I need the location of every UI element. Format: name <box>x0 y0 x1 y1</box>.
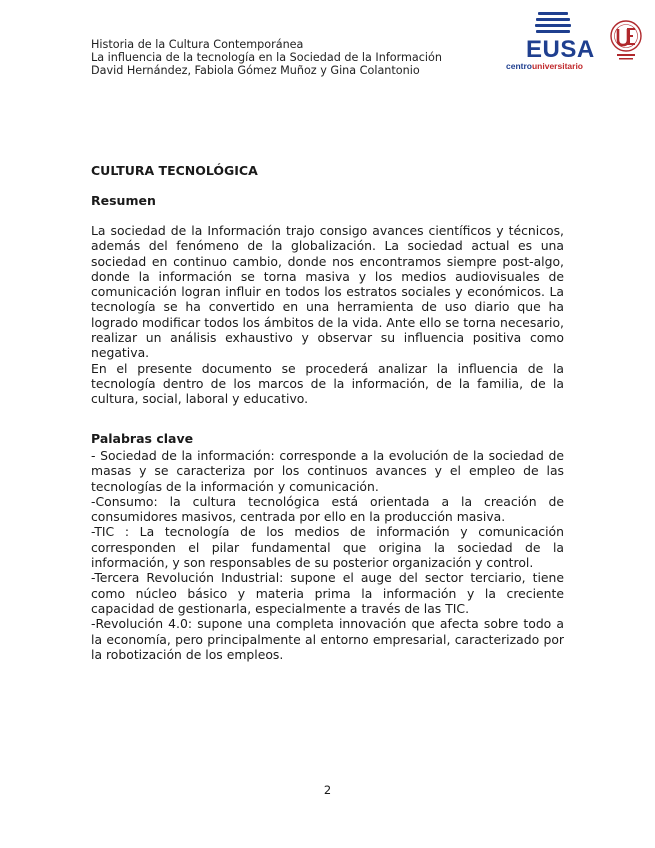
header-logos <box>500 8 650 78</box>
page-number: 2 <box>323 783 332 797</box>
summary-heading: Resumen <box>91 193 156 208</box>
keyword-item: -Revolución 4.0: supone una completa innovación que afecta sobre todo a la economía, pero principalmente al entorno empresarial, caracterizado por la robotización de los empleos. <box>91 616 564 662</box>
eusa-logo-subtitle: centrouniversitario <box>506 61 584 71</box>
header-topic: La influencia de la tecnología en la Sociedad de la Información <box>91 51 442 64</box>
keyword-item: -Consumo: la cultura tecnológica está orientada a la creación de consumidores masivos, centrada por ello en la producción masiva. <box>91 493 564 525</box>
summary-paragraph: La sociedad de la Información trajo consigo avances científicos y técnicos, además del fenómeno de la globalización. La sociedad actual es una sociedad en continuo cambio, donde nos encontramos siempre post-algo, donde la información se torna masiva y los medios audiovisuales de comunicación logran influir en todos los estratos sociales y económicos. La tecnología se ha convertido en una herramienta de uso diario que ha logrado modificar todos los ámbitos de la vida. Ante ello se torna necesario, realizar un análisis exhaustivo y observar su influencia positiva como negativa. <box>91 223 564 361</box>
summary-body <box>91 223 564 407</box>
keyword-item: -Tercera Revolución Industrial: supone el auge del sector terciario, tiene como núcleo básico y materia prima la información y la creciente capacidad de gestionarla, especialmente a través de las TIC. <box>91 570 564 616</box>
keywords-heading: Palabras clave <box>91 431 194 446</box>
document-title: CULTURA TECNOLÓGICA <box>91 163 258 178</box>
university-seal-icon <box>608 18 644 62</box>
keyword-item: -TIC : La tecnología de los medios de información y comunicación corresponden el pilar fundamental que origina la sociedad de la información, y son responsables de su posterior organización y control. <box>91 524 564 571</box>
summary-paragraph: En el presente documento se procederá analizar la influencia de la tecnología dentro de los marcos de la información, de la familia, de la cultura, social, laboral y educativo. <box>91 360 564 407</box>
header-authors: David Hernández, Fabiola Gómez Muñoz y Gina Colantonio <box>91 64 420 77</box>
eusa-logo-icon <box>538 12 571 36</box>
keyword-item: - Sociedad de la información: corresponde a la evolución de la sociedad de masas y se caracteriza por los continuos avances y el empleo de las tecnologías de la información y comunicación. <box>91 448 564 494</box>
page-header <box>91 38 442 77</box>
header-course: Historia de la Cultura Contemporánea <box>91 38 304 51</box>
keywords-list <box>91 448 564 662</box>
eusa-logo-text: EUSA <box>526 36 595 63</box>
